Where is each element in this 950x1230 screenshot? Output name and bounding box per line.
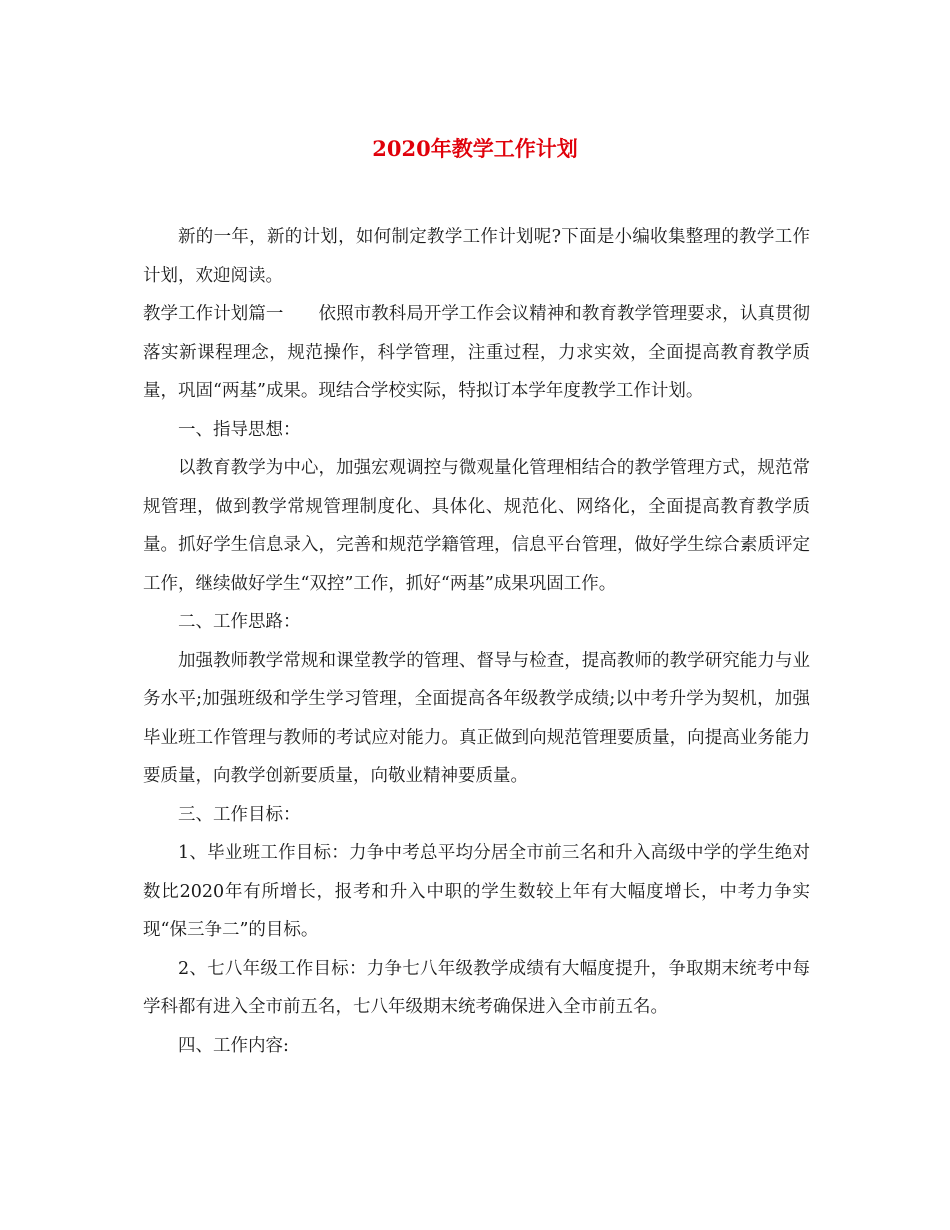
- goal-graduating-class-paragraph: 1、毕业班工作目标：力争中考总平均分居全市前三名和升入高级中学的学生绝对数比2020年有所增长，报考和升入中职的学生数较上年有大幅度增长，中考力争实现“保三争二”的目标。: [143, 843, 810, 940]
- section-heading-work-content: 四、工作内容:: [178, 1035, 289, 1056]
- section-heading-work-goals: 三、工作目标：: [178, 804, 301, 825]
- section-heading-guiding-ideology: 一、指导思想：: [178, 419, 301, 440]
- document-title: 2020年教学工作计划: [372, 136, 578, 161]
- goal-grades-7-8-paragraph: 2、七八年级工作目标：力争七八年级教学成绩有大幅度提升，争取期末统考中每学科都有进入全市前五名，七八年级期末统考确保进入全市前五名。: [143, 958, 810, 1017]
- intro-paragraph: 新的一年，新的计划，如何制定教学工作计划呢?下面是小编收集整理的教学工作计划，欢迎阅读。: [143, 227, 810, 286]
- document-body: [143, 218, 810, 1065]
- plan-section-paragraph: 教学工作计划篇一 依照市教科局开学工作会议精神和教育教学管理要求，认真贯彻落实新课程理念，规范操作，科学管理，注重过程，力求实效，全面提高教育教学质量，巩固“两基”成果。现结合学校实际，特拟订本学年度教学工作计划。: [143, 304, 810, 401]
- work-approach-paragraph: 加强教师教学常规和课堂教学的管理、督导与检查，提高教师的教学研究能力与业务水平;加强班级和学生学习管理，全面提高各年级教学成绩;以中考升学为契机，加强毕业班工作管理与教师的考试应对能力。真正做到向规范管理要质量，向提高业务能力要质量，向教学创新要质量，向敬业精神要质量。: [143, 650, 810, 786]
- section-heading-work-approach: 二、工作思路：: [178, 612, 301, 632]
- guiding-ideology-paragraph: 以教育教学为中心，加强宏观调控与微观量化管理相结合的教学管理方式，规范常规管理，做到教学常规管理制度化、具体化、规范化、网络化，全面提高教育教学质量。抓好学生信息录入，完善和规范学籍管理，信息平台管理，做好学生综合素质评定工作，继续做好学生“双控”工作，抓好“两基”成果巩固工作。: [143, 458, 810, 594]
